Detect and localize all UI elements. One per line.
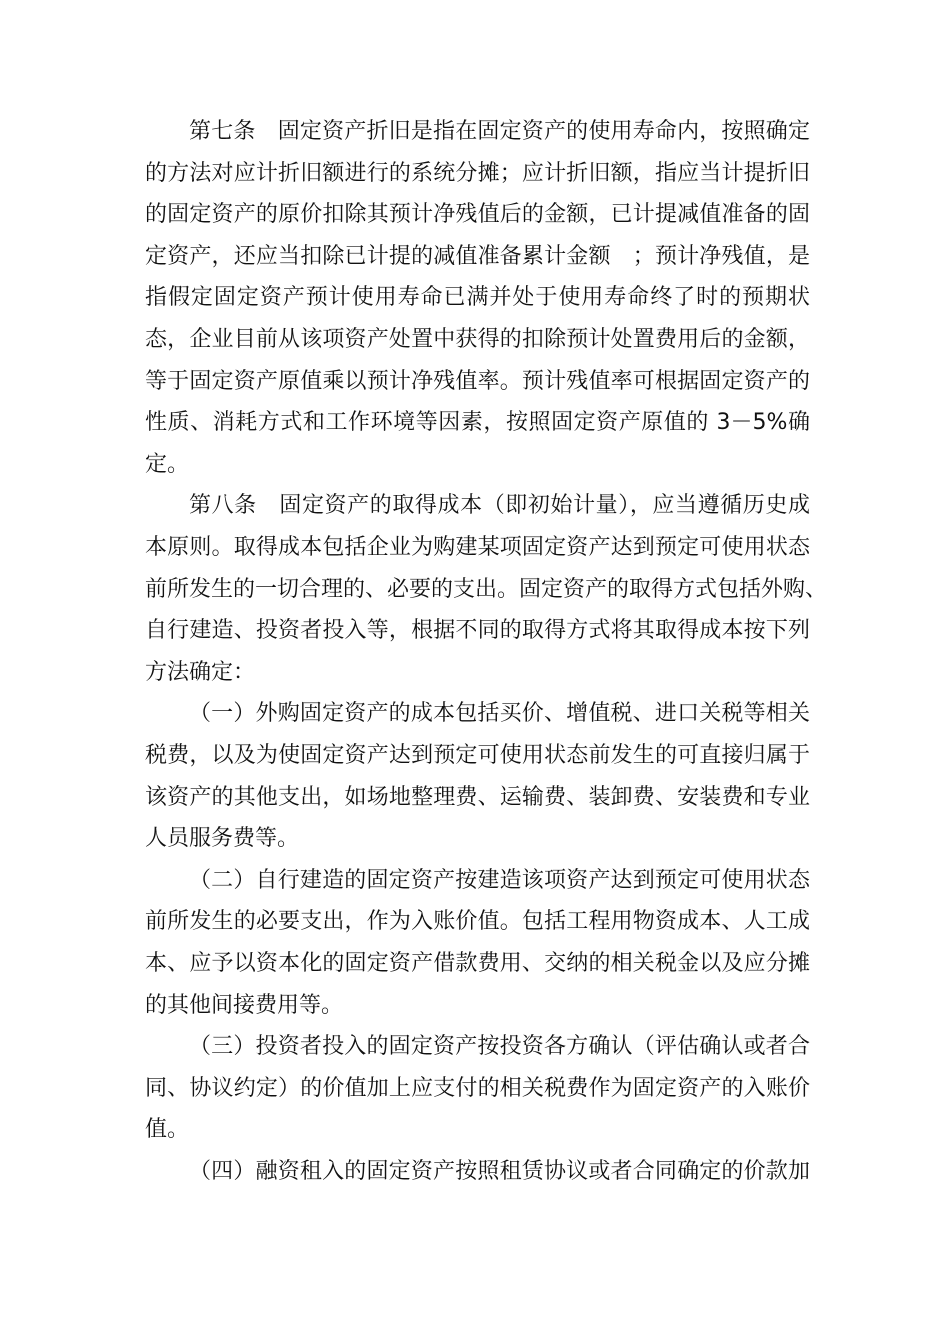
paragraph-line: 定。: [145, 451, 190, 477]
paragraph-line: 的其他间接费用等。: [145, 992, 344, 1018]
paragraph-line: 值。: [145, 1117, 190, 1143]
paragraph-line: 本原则。取得成本包括企业为购建某项固定资产达到预定可使用状态: [145, 535, 810, 560]
paragraph-line: 同、协议约定）的价值加上应支付的相关税费作为固定资产的入账价: [145, 1075, 810, 1101]
paragraph-line: 自行建造、投资者投入等，根据不同的取得方式将其取得成本按下列: [145, 618, 810, 644]
paragraph-line: 的固定资产的原价扣除其预计净残值后的金额，已计提减值准备的固: [145, 202, 810, 228]
paragraph-line: 人员服务费等。: [145, 826, 300, 852]
paragraph-line: （二）自行建造的固定资产按建造该项资产达到预定可使用状态: [189, 867, 810, 893]
paragraph-line: 第七条 固定资产折旧是指在固定资产的使用寿命内，按照确定: [189, 119, 810, 144]
paragraph-line: 税费，以及为使固定资产达到预定可使用状态前发生的可直接归属于: [145, 743, 810, 768]
paragraph-line: 定资产，还应当扣除已计提的减值准备累计金额 ；预计净残值，是: [145, 243, 810, 269]
paragraph-line: 前所发生的必要支出，作为入账价值。包括工程用物资成本、人工成: [145, 909, 810, 935]
paragraph-line: （三）投资者投入的固定资产按投资各方确认（评估确认或者合: [189, 1034, 810, 1060]
paragraph-line: 第八条 固定资产的取得成本（即初始计量），应当遵循历史成: [189, 493, 810, 519]
paragraph-line: 的方法对应计折旧额进行的系统分摊；应计折旧额，指应当计提折旧: [145, 160, 810, 186]
paragraph-line: 指假定固定资产预计使用寿命已满并处于使用寿命终了时的预期状: [145, 285, 810, 311]
paragraph-line: 态，企业目前从该项资产处置中获得的扣除预计处置费用后的金额，: [145, 327, 810, 352]
paragraph-line: 本、应予以资本化的固定资产借款费用、交纳的相关税金以及应分摊: [145, 951, 810, 976]
paragraph-line: 该资产的其他支出，如场地整理费、运输费、装卸费、安装费和专业: [145, 784, 810, 810]
paragraph-line: （四）融资租入的固定资产按照租赁协议或者合同确定的价款加: [189, 1159, 810, 1184]
paragraph-line: 性质、消耗方式和工作环境等因素，按照固定资产原值的 3－5%确: [145, 410, 810, 436]
paragraph-line: 方法确定：: [145, 659, 256, 685]
paragraph-line: 等于固定资产原值乘以预计净残值率。预计残值率可根据固定资产的: [145, 368, 810, 394]
paragraph-line: （一）外购固定资产的成本包括买价、增值税、进口关税等相关: [189, 701, 810, 727]
paragraph-line: 前所发生的一切合理的、必要的支出。固定资产的取得方式包括外购、: [145, 576, 828, 602]
